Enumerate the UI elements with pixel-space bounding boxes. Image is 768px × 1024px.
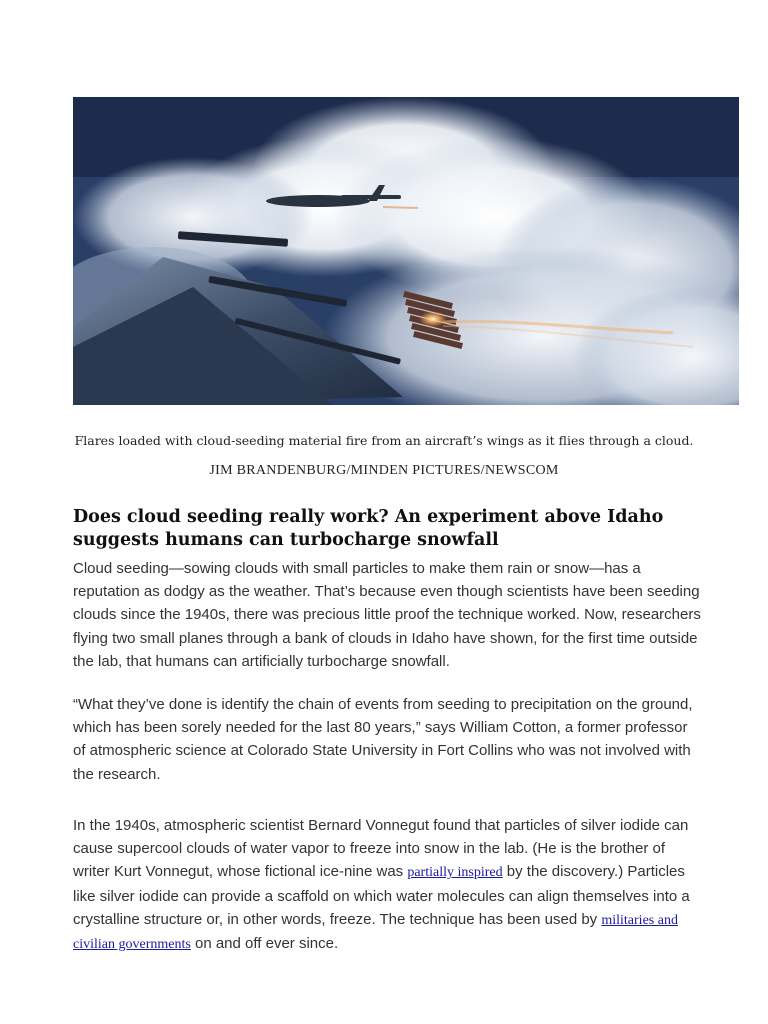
figure-caption: Flares loaded with cloud-seeding material fire from an aircraft’s wings as it flies through a cloud. bbox=[74, 433, 694, 448]
article-photo bbox=[73, 97, 739, 405]
paragraph-text: by the discovery.) Particles like silver iodide can provide a scaffold on which water molecules can align themselves into a crystalline structure or, in other words, freeze. The technique has been used by bbox=[73, 863, 690, 928]
article-paragraph bbox=[73, 814, 703, 956]
article-paragraph: Cloud seeding—sowing clouds with small particles to make them rain or snow—has a reputation as dodgy as the weather. That’s because even though scientists have been seeding clouds since the 1940s, there was precious little proof the technique worked. Now, researchers flying two small planes through a bank of clouds in Idaho have shown, for the first time outside the lab, that humans can artificially turbocharge snowfall. bbox=[73, 560, 701, 670]
photo-credit: JIM BRANDENBURG/MINDEN PICTURES/NEWSCOM bbox=[209, 463, 559, 478]
militaries-governments-link[interactable]: militaries and civilian governments bbox=[73, 912, 678, 953]
paragraph-text: on and off ever since. bbox=[190, 935, 339, 953]
article-headline: Does cloud seeding really work? An experiment above Idaho suggests humans can turbocharge snowfall bbox=[73, 507, 664, 550]
article-paragraph: “What they’ve done is identify the chain of events from seeding to precipitation on the ground, which has been sorely needed for the last 80 years,” says William Cotton, a former professor of atmospheric science at Colorado State University in Fort Collins who was not involved with the research. bbox=[73, 696, 693, 783]
cloud-seeding-illustration bbox=[73, 97, 739, 405]
partially-inspired-link[interactable]: partially inspired bbox=[407, 865, 503, 881]
paragraph-text: In the 1940s, atmospheric scientist Bernard Vonnegut found that particles of silver iodide can cause supercool clouds of water vapor to freeze into snow in the lab. (He is the brother of writer Kurt Vonnegut, whose fictional ice-nine was bbox=[73, 817, 689, 881]
